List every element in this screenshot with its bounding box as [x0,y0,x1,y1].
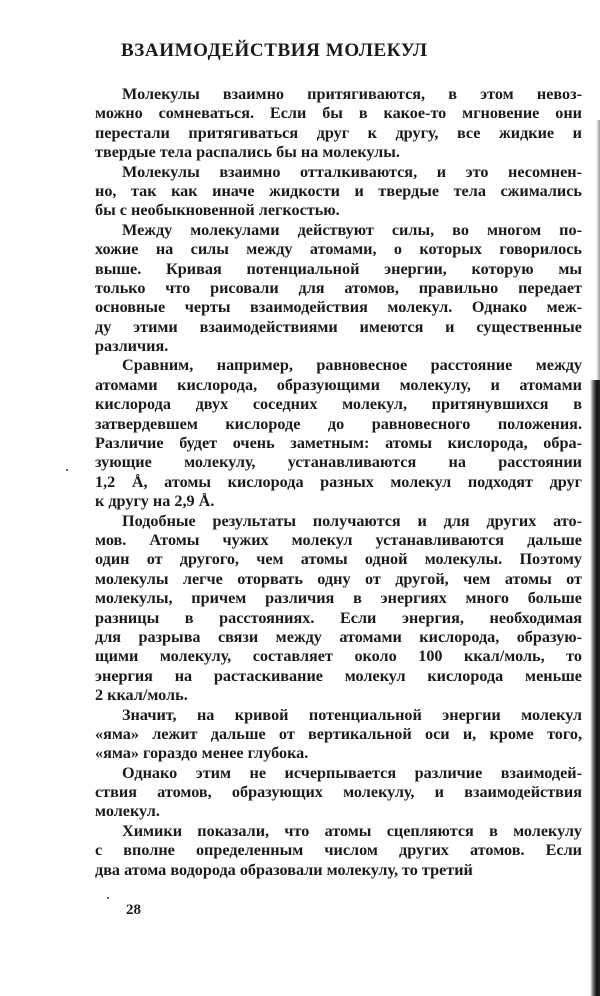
text-line: Между молекулами действуют силы, во многом по- [122,220,582,239]
text-line: зующие молекулу, устанавливаются на расстоянии [95,453,582,472]
text-line: ствия атомов, образующих молекулу, и взаимодействия [95,783,582,802]
text-line: для разрыва связи между атомами кислорода, образую- [95,627,582,646]
text-line: 2 ккал/моль. [95,686,188,705]
text-line: Подобные результаты получаются и для других ато- [122,511,582,530]
paragraph [95,822,582,880]
paragraph [95,163,582,221]
text-line: 1,2 Å, атомы кислорода разных молекул подходят друг [95,472,582,491]
text-line: молекулы, причем различия в энергиях много больше [95,589,582,608]
text-line: основные черты взаимодействия молекул. Однако меж- [95,298,582,317]
text-line: кислорода двух соседних молекул, притянувшихся в [95,395,582,414]
paragraph [95,512,582,706]
text-line: выше. Кривая потенциальной энергии, которую мы [95,259,582,278]
text-line: молекул. [95,802,160,821]
text-line: Однако этим не исчерпывается различие взаимодей- [122,763,582,782]
text-line: Химики показали, что атомы сцепляются в молекулу [122,821,582,840]
text-line: «яма» гораздо менее глубока. [95,744,309,763]
text-line: мов. Атомы чужих молекул устанавливаются дальше [95,530,582,549]
text-line: Различие будет очень заметным: атомы кислорода, обра- [95,434,582,453]
text-line: Значит, на кривой потенциальной энергии молекул [122,705,582,724]
scan-speck [66,469,68,471]
text-line: Молекулы взаимно отталкиваются, и это несомнен- [122,162,582,181]
paragraph [95,85,582,163]
paragraph [95,221,582,357]
text-line: щими молекулу, составляет около 100 ккал/моль, то [95,647,582,666]
text-line: только что рисовали для атомов, правильно передает [95,278,582,297]
paragraph [95,706,582,764]
page-number: 28 [126,902,141,918]
page-edge-shadow [590,380,600,996]
text-line: энергия на растаскивание молекул кислорода меньше [95,666,582,685]
page-edge-shadow-upper [596,120,600,380]
text-line: «яма» лежит дальше от вертикальной оси и, кроме того, [95,724,582,743]
page-title: ВЗАИМОДЕЙСТВИЯ МОЛЕКУЛ [121,40,428,61]
text-line: атомами кислорода, образующими молекулу, и атомами [95,375,582,394]
text-line: бы с необыкновенной легкостью. [95,201,340,220]
text-line: с вполне определенным числом других атомов. Если [95,841,582,860]
text-line: Молекулы взаимно притягиваются, в этом невоз- [122,85,582,103]
text-line: Сравним, например, равновесное расстояние между [122,356,582,375]
text-line: твердые тела распались бы на молекулы. [95,143,400,162]
text-line: различия. [95,337,169,356]
text-line: к другу на 2,9 Å. [95,492,215,511]
scan-speck [107,897,109,899]
text-line: можно сомневаться. Если бы в какое-то мгновение они [95,104,582,123]
text-line: но, так как иначе жидкости и твердые тела сжимались [95,181,582,200]
text-line: два атома водорода образовали молекулу, то третий [95,860,473,879]
text-line: затвердевшем кислороде до равновесного положения. [95,414,582,433]
paragraph [95,764,582,822]
body-text [95,85,582,880]
text-line: ду этими взаимодействиями имеются и существенные [95,317,582,336]
text-line: один от другого, чем атомы одной молекулы. Поэтому [95,550,582,569]
text-line: молекулы легче оторвать одну от другой, чем атомы от [95,569,582,588]
paragraph [95,356,582,511]
text-line: хожие на силы между атомами, о которых говорилось [95,240,582,259]
text-line: перестали притягиваться друг к другу, все жидкие и [95,123,582,142]
text-line: разницы в расстояниях. Если энергия, необходимая [95,608,582,627]
